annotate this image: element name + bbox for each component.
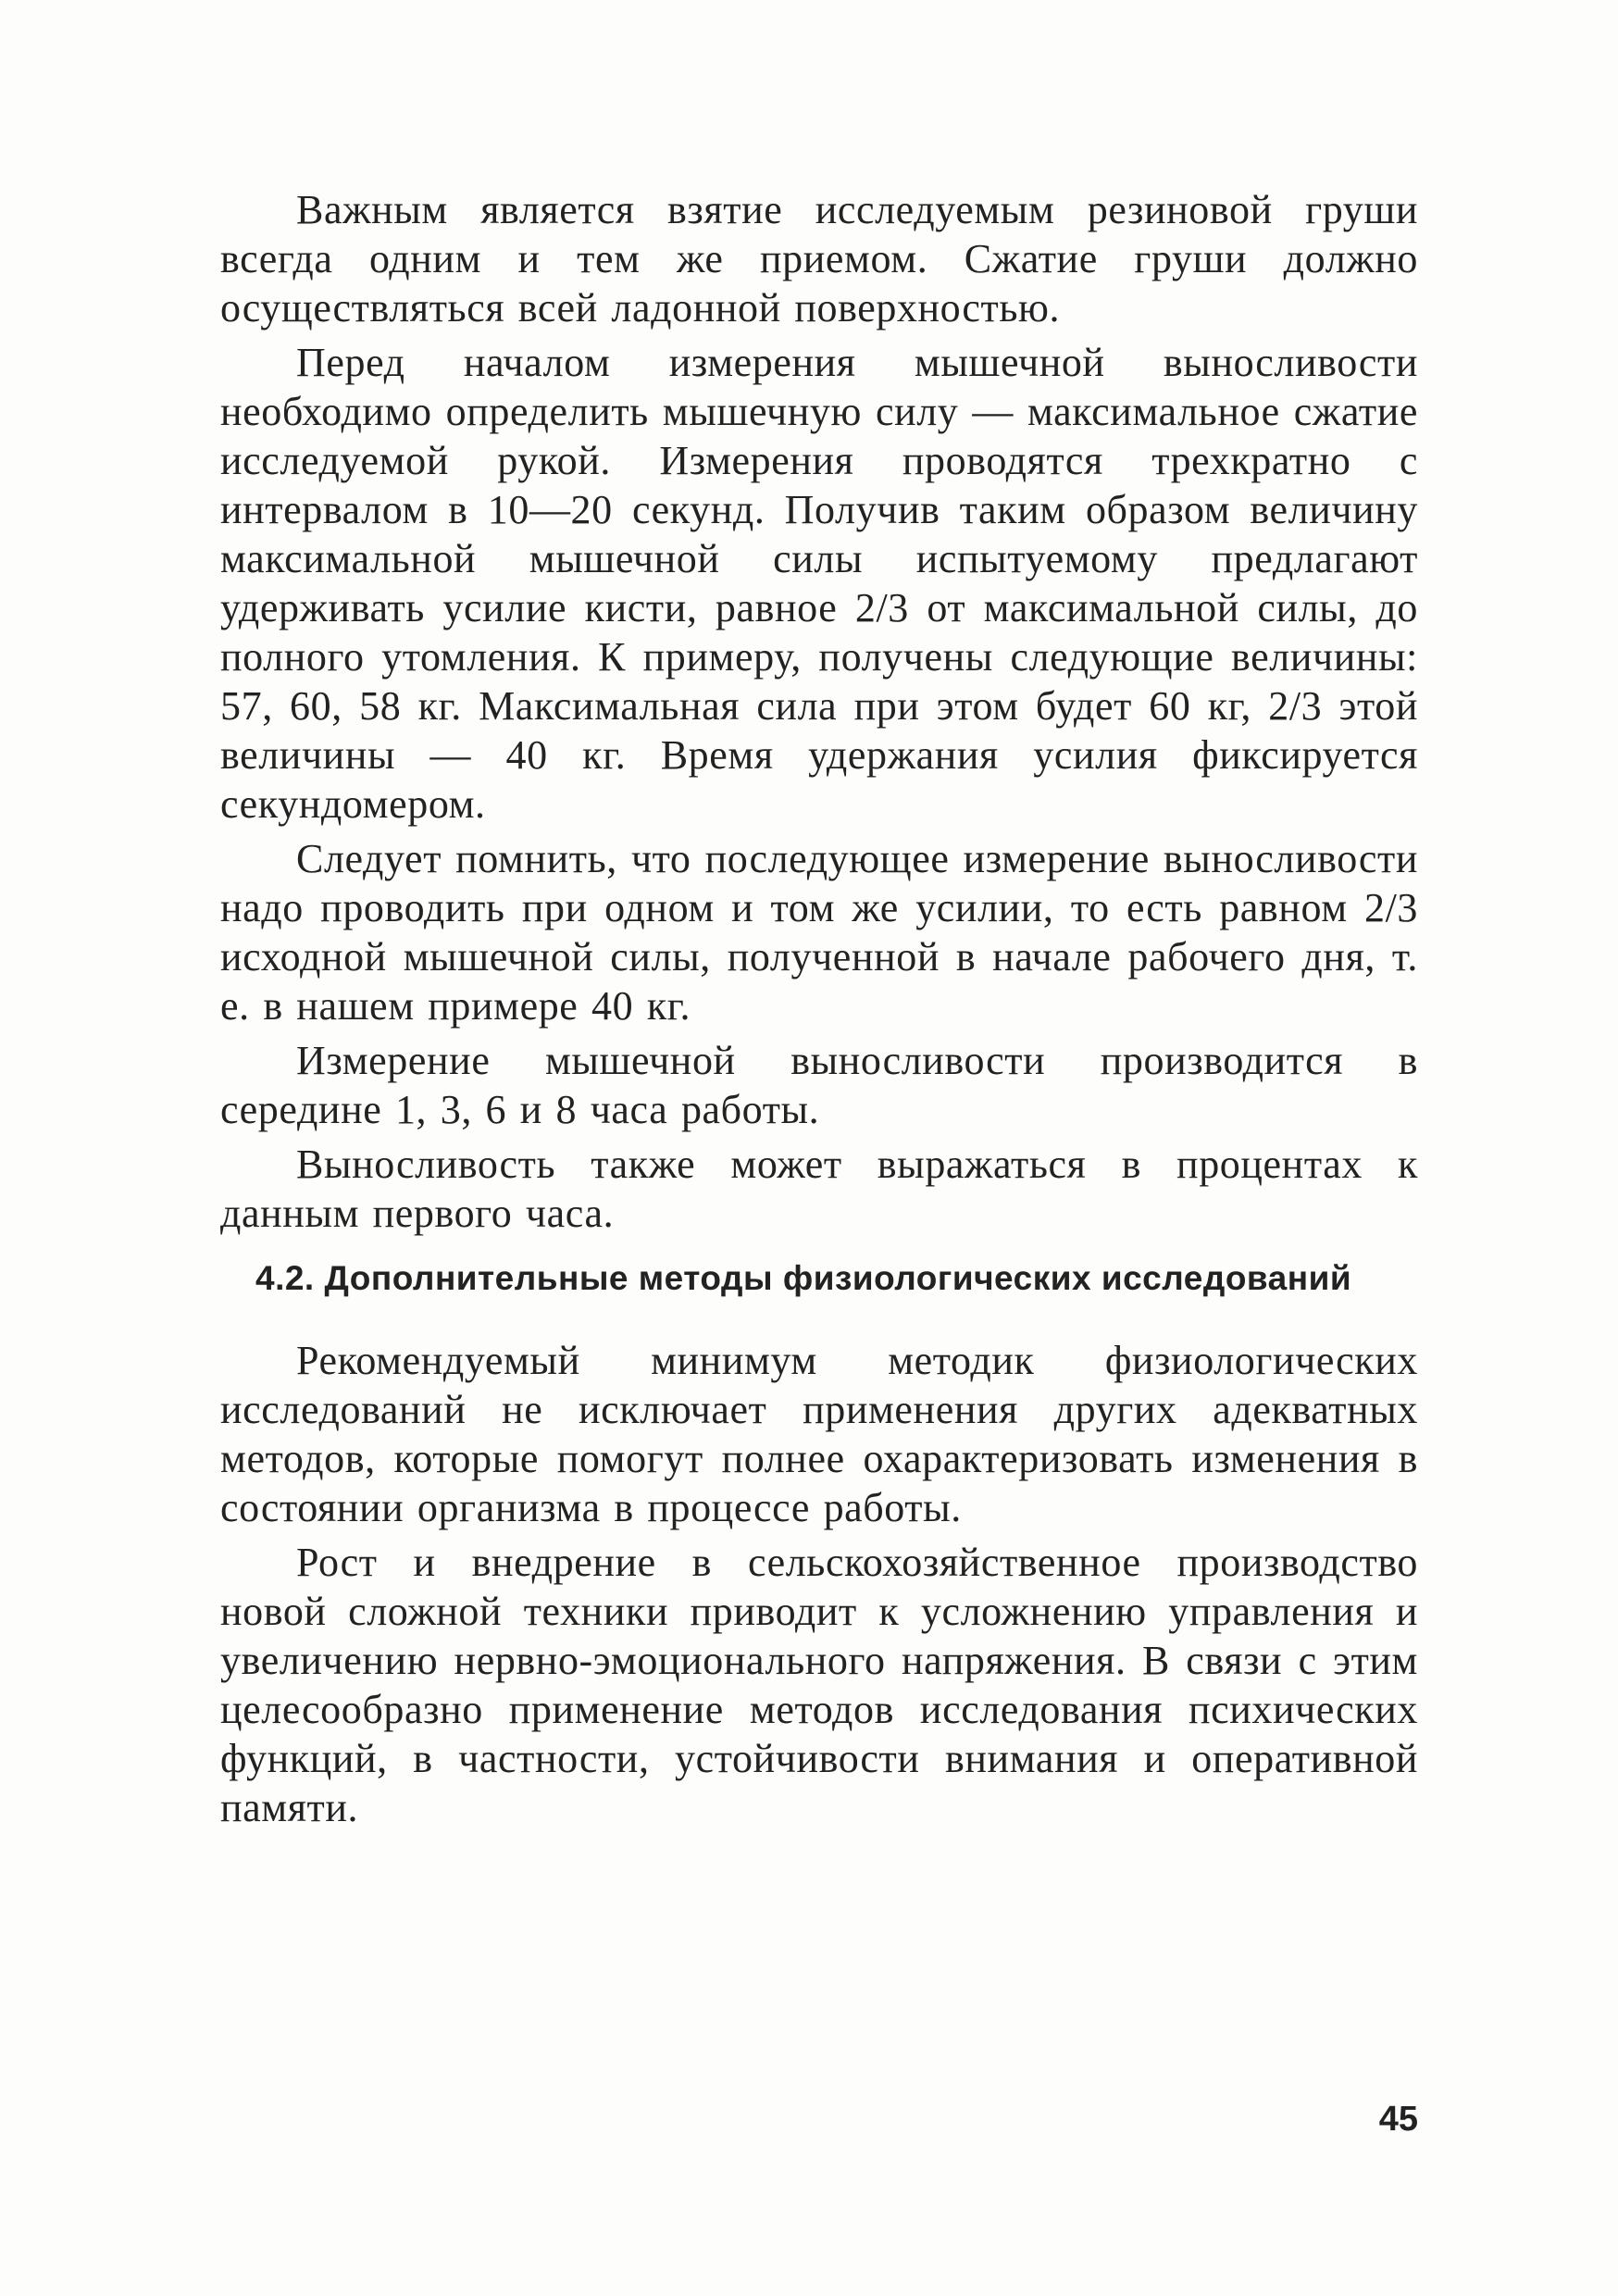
paragraph-muscle-strength-measurement: Перед началом измерения мышечной выносливости необходимо определить мышечную силу — максимальное сжатие исследуемой рукой. Измерения проводятся трехкратно с интервалом в 10—20 секунд. Получив таким образом величину максимальной мышечной силы испытуемому предлагают удерживать усилие кисти, равное 2/3 от максимальной силы, до полного утомления. К примеру, получены следующие величины: 57, 60, 58 кг. Максимальная сила при этом будет 60 кг, 2/3 этой величины — 40 кг. Время удержания усилия фиксируется секундомером. <box>220 340 1418 827</box>
page-body-text <box>220 185 1418 1832</box>
paragraph-grip-method: Важным является взятие исследуемым резиновой груши всегда одним и тем же приемом. Сжатие груши должно осуществляться всей ладонной поверхностью. <box>220 187 1418 331</box>
spacer <box>220 1299 1418 1336</box>
page-number: 45 <box>1378 2100 1418 2139</box>
paragraph-measurement-schedule: Измерение мышечной выносливости производится в середине 1, 3, 6 и 8 часа работы. <box>220 1038 1418 1132</box>
paragraph-mental-functions: Рост и внедрение в сельскохозяйственное производство новой сложной техники приводит к усложнению управления и увеличению нервно-эмоционального напряжения. В связи с этим целесообразно применение методов исследования психических функций, в частности, устойчивости внимания и оперативной памяти. <box>220 1540 1418 1830</box>
paragraph-repeat-measurement: Следует помнить, что последующее измерение выносливости надо проводить при одном и том же усилии, то есть равном 2/3 исходной мышечной силы, полученной в начале рабочего дня, т. е. в нашем примере 40 кг. <box>220 836 1418 1029</box>
paragraph-endurance-percent: Выносливость также может выражаться в процентах к данным первого часа. <box>220 1142 1418 1236</box>
section-heading: 4.2. Дополнительные методы физиологических исследований <box>255 1259 1352 1297</box>
paragraph-additional-methods: Рекомендуемый минимум методик физиологических исследований не исключает применения других адекватных методов, которые помогут полнее охарактеризовать изменения в состоянии организма в процессе работы. <box>220 1338 1418 1530</box>
